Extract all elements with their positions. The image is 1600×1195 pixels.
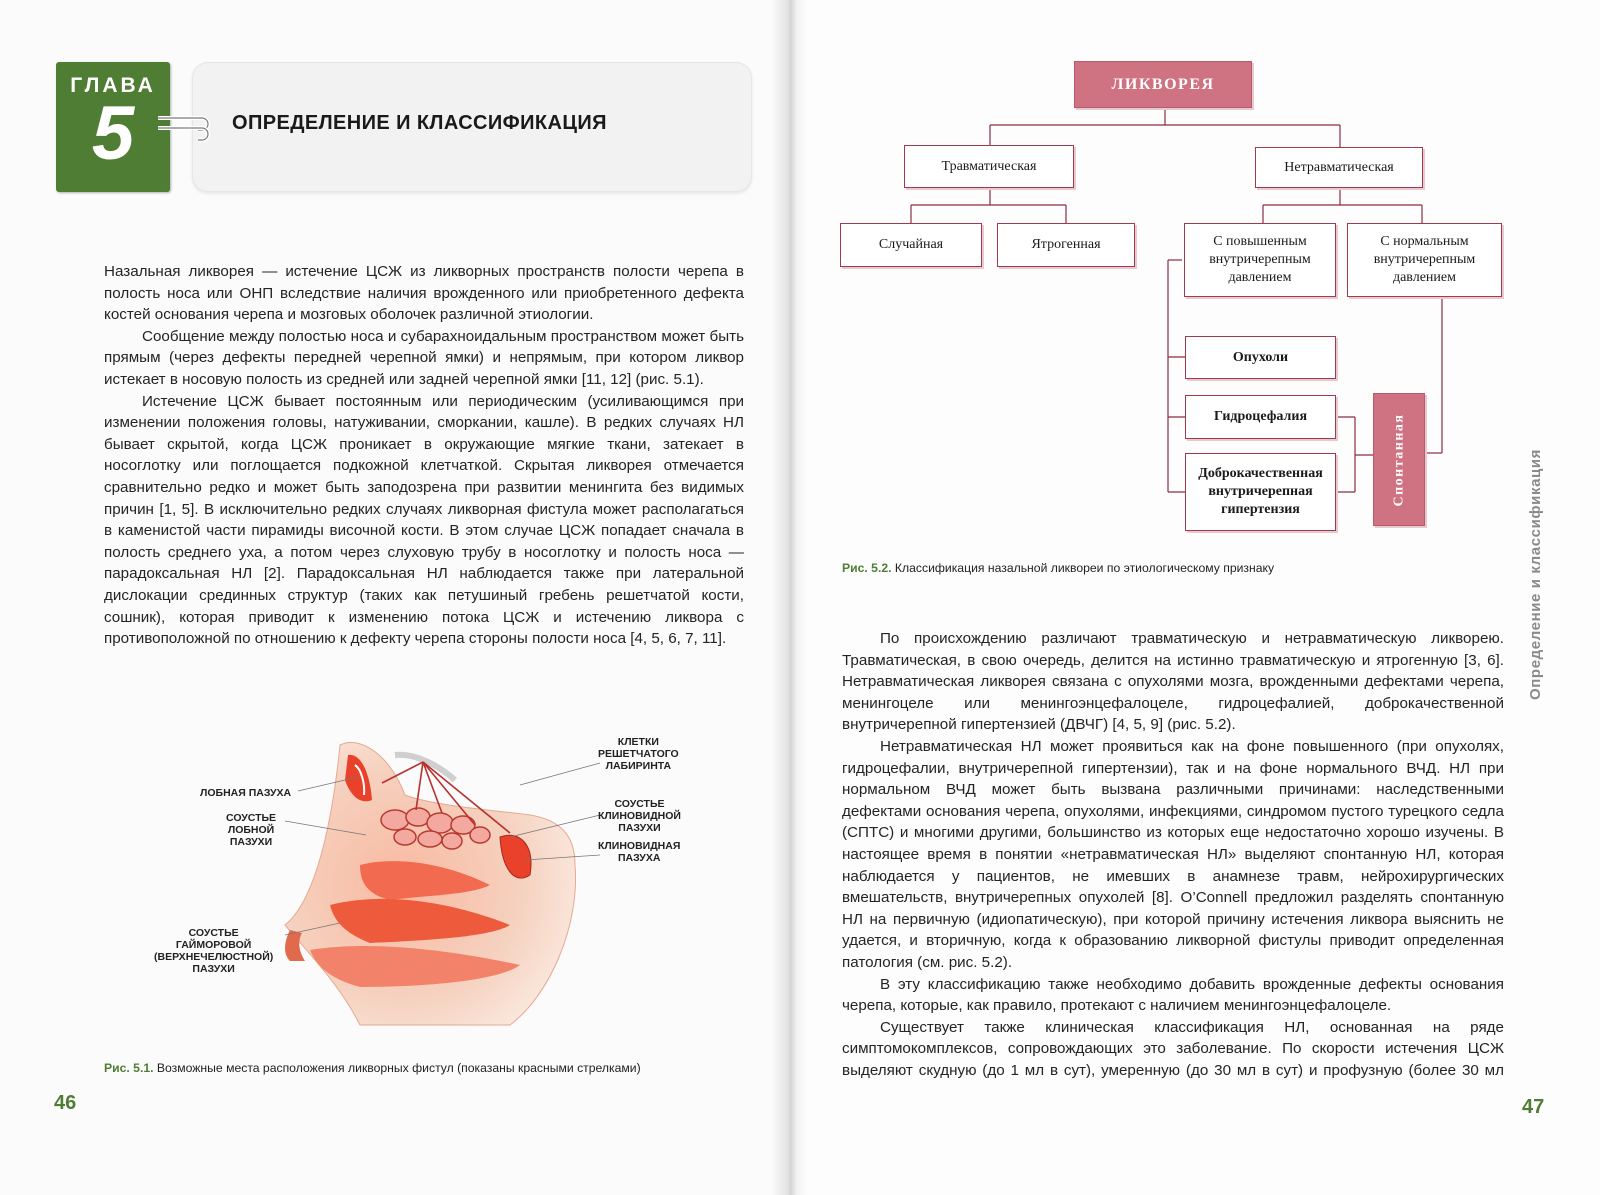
flow-traumatic-box: Травматическая <box>904 145 1074 188</box>
page-number-right: 47 <box>1522 1096 1545 1118</box>
binder-rings-icon <box>158 108 214 142</box>
paragraph: Назальная ликворея — истечение ЦСЖ из ликворных пространств полости черепа в полость носа или ОНП вследствие наличия врожденного или приобретенного дефекта костей основания черепа и мозговых оболочек различной этиологии. <box>104 263 744 324</box>
nasal-sinus-anatomy-illustration <box>190 725 710 1045</box>
flow-benign-ih-box: Доброкачественная внутричерепная гипертензия <box>1185 453 1336 531</box>
book-spine-shadow <box>772 0 808 1195</box>
caption-label: Рис. 5.1. <box>104 1061 154 1075</box>
chapter-title: ОПРЕДЕЛЕНИЕ И КЛАССИФИКАЦИЯ <box>232 112 607 134</box>
chapter-number: 5 <box>91 91 135 176</box>
label-sphenoid-ostium: СОУСТЬЕ КЛИНОВИДНОЙ ПАЗУХИ <box>598 798 681 834</box>
flow-tumors-box: Опухоли <box>1185 336 1336 379</box>
flow-iatrogenic-box: Ятрогенная <box>997 223 1135 267</box>
caption-text: Классификация назальной ликвореи по этиологическому признаку <box>891 561 1275 575</box>
caption-label: Рис. 5.2. <box>842 561 892 575</box>
flow-spontaneous-box <box>1373 393 1425 526</box>
flow-normal-icp-box: С нормальным внутричерепным давлением <box>1347 223 1502 297</box>
left-page <box>0 0 790 1195</box>
figure-5-2-caption <box>842 561 1274 575</box>
side-title-text: Определение и классификация <box>1527 448 1544 700</box>
label-maxillary-ostium: СОУСТЬЕ ГАЙМОРОВОЙ (ВЕРХНЕЧЕЛЮСТНОЙ) ПАЗУХИ <box>154 927 274 975</box>
left-body-text <box>104 261 744 650</box>
flow-nontraumatic-box: Нетравматическая <box>1255 147 1423 188</box>
flow-spontaneous-label: Спонтанная <box>1391 413 1406 506</box>
flow-high-icp-box: С повышенным внутричерепным давлением <box>1184 223 1336 297</box>
paragraph: Нетравматическая НЛ может проявиться как на фоне повышенного (при опухолях, гидроцефалии, внутричерепной гипертензии), так и на фоне нормального ВЧД. НЛ при нормальном ВЧД может быть вызвана различными причинами: наследственными дефектами основания черепа, опухолями, инфекциями, синдромом пустого турецкого седла (СПТС) и многими другими, большинство из которых еще недостаточно хорошо изучены. В настоящее время в понятии «нетравматическая НЛ» выделяют спонтанную НЛ, которая наблюдается у пациентов, не имевших в анамнезе травм, нейрохирургических вмешательств, внутричерепных опухолей [8]. O’Connell предложил разделять спонтанную НЛ на первичную (идиопатическую), при которой причину истечения ликвора выяснить не удается, и вторичную, когда к образованию ликворной фистулы приводит определенная патология (см. рис. 5.2). <box>842 737 1504 971</box>
label-sphenoid-sinus: КЛИНОВИДНАЯ ПАЗУХА <box>598 840 681 864</box>
right-body-text <box>842 628 1504 1081</box>
flow-hydrocephalus-box: Гидроцефалия <box>1185 395 1336 439</box>
label-frontal-sinus: ЛОБНАЯ ПАЗУХА <box>200 787 292 799</box>
chapter-badge <box>56 62 170 192</box>
flow-root-box: ЛИКВОРЕЯ <box>1074 61 1252 108</box>
chapter-word: ГЛАВА <box>70 74 156 97</box>
label-frontal-ostium: СОУСТЬЕ ЛОБНОЙ ПАЗУХИ <box>226 812 277 848</box>
paragraph: Истечение ЦСЖ бывает постоянным или периодическим (усиливающимся при изменении положения головы, натуживании, сморкании, кашле). В редких случаях НЛ бывает скрытой, когда ЦСЖ проникает в окружающие мягкие ткани, затекает в носоглотку или поглощается подкожной клетчаткой. Скрытая ликворея отмечается сравнительно редко и может быть заподозрена при развитии менингита без видимых причин [1, 5]. В исключительно редких случаях ликворная фистула может располагаться в каменистой части пирамиды височной кости. В этом случае ЦСЖ попадает сначала в полость среднего уха, а потом через слуховую трубу в носоглотку и полость носа — парадоксальная НЛ [2]. Парадоксальная НЛ наблюдается также при латеральной дислокации срединных структур (таких как петушиный гребень решетчатой кости, сошник), которая приводит к изменению потока ЦСЖ и истечению ликвора с противоположной по отношению к дефекту черепа стороны полости носа [4, 5, 6, 7, 11]. <box>104 392 744 648</box>
paragraph: По происхождению различают травматическую и нетравматическую ликворею. Травматическая, в свою очередь, делится на истинно травматическую и ятрогенную [3, 6]. Нетравматическая ликворея связана с опухолями мозга, врожденными дефектами черепа, менингоцеле или менингоэнцефалоцеле, гидроцефалией, доброкачественной внутричерепной гипертензией (ДВЧГ) [4, 5, 9] (рис. 5.2). <box>842 630 1504 734</box>
classification-flowchart <box>830 55 1520 545</box>
flow-accidental-box: Случайная <box>840 223 982 267</box>
paragraph: Сообщение между полостью носа и субарахноидальным пространством может быть прямым (через дефекты передней черепной ямки) и непрямым, при котором ликвор истекает в носовую полость из средней или задней черепной ямки [11, 12] (рис. 5.1). <box>104 327 744 388</box>
paragraph: Существует также клиническая классификация НЛ, основанная на ряде симптомокомплексов, сопровождающих это заболевание. По скорости истечения ЦСЖ выделяют скудную (до 1 мл в сут), умеренную (до 30 мл в сут) и профузную (более 30 мл <box>842 1018 1504 1079</box>
paragraph: В эту классификацию также необходимо добавить врожденные дефекты основания черепа, которые, как правило, протекают с наличием менингоэнцефалоцеле. <box>842 975 1504 1015</box>
caption-text: Возможные места расположения ликворных фистул (показаны красными стрелками) <box>153 1061 641 1075</box>
label-ethmoid-cells: КЛЕТКИ РЕШЕТЧАТОГО ЛАБИРИНТА <box>598 736 679 772</box>
page-number-left: 46 <box>54 1092 77 1114</box>
figure-5-1-caption <box>104 1061 641 1075</box>
